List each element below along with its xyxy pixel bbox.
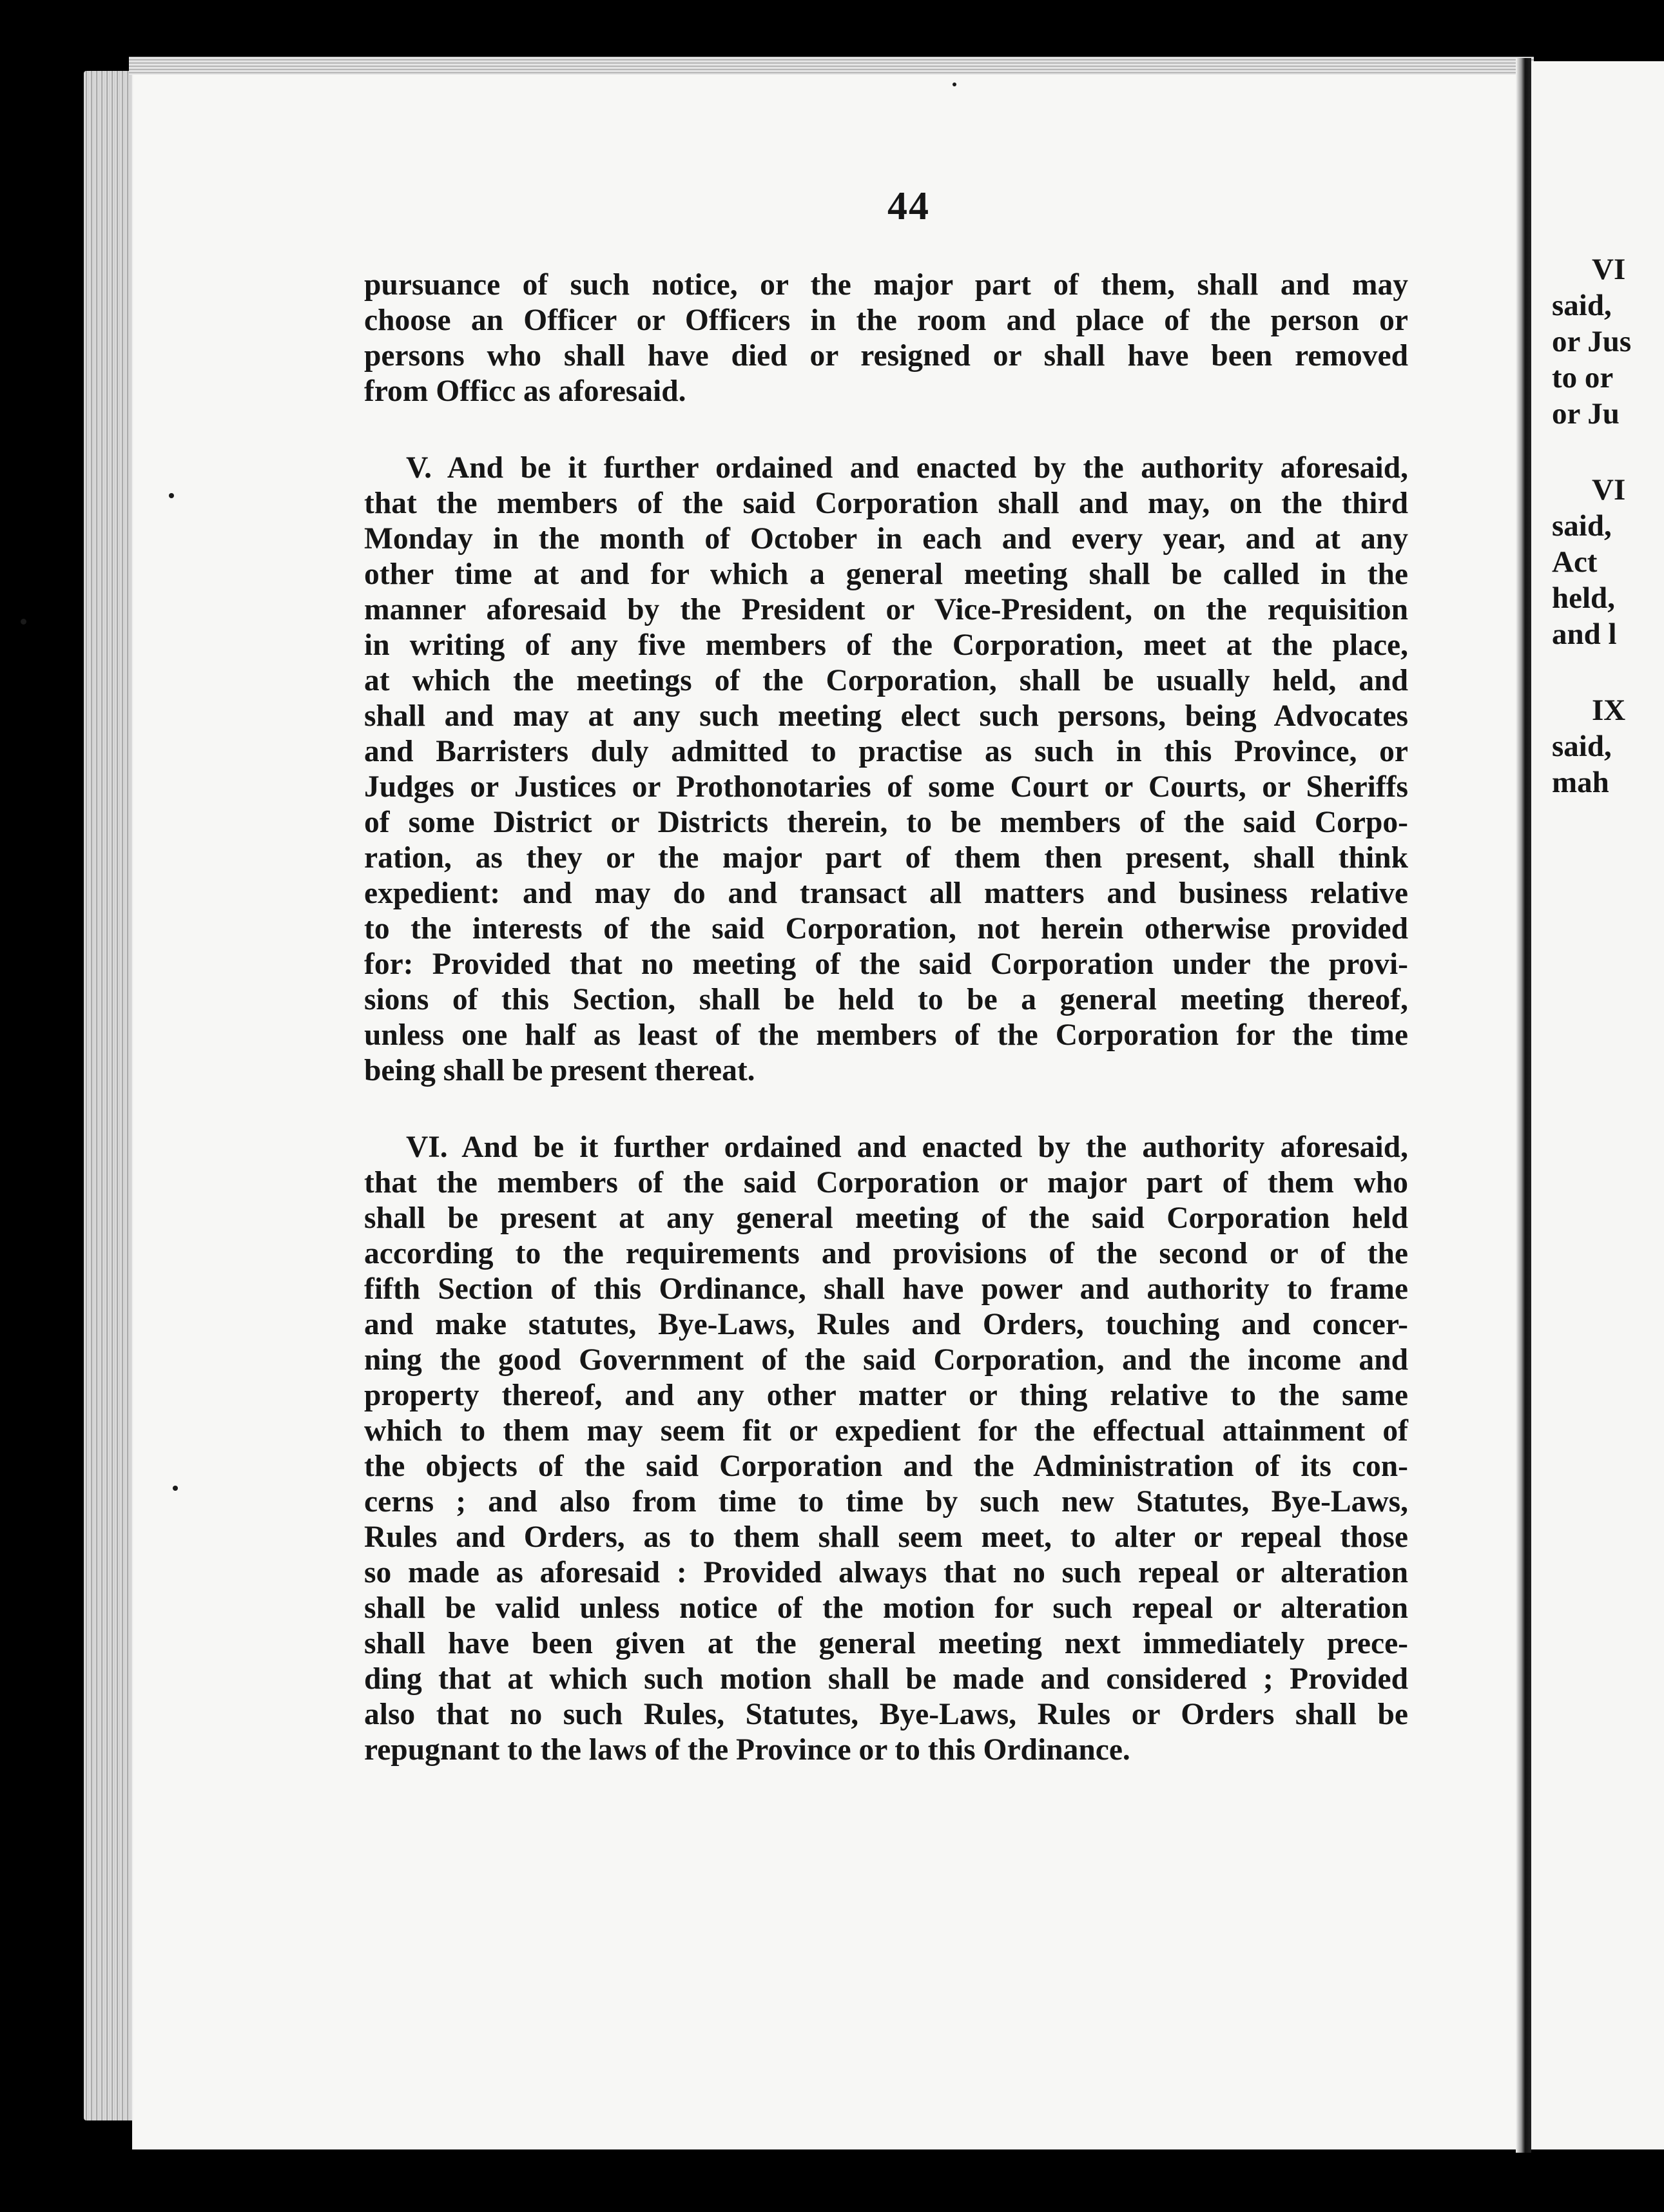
fragment-line: or Ju (1552, 397, 1620, 431)
text-line: ration, as they or the major part of them then present, shall think (364, 841, 1408, 875)
fragment-line: said, (1552, 509, 1612, 543)
speck-mark (21, 619, 26, 625)
fragment-line: mah (1552, 766, 1609, 799)
book-gutter (1516, 58, 1531, 2153)
speck-mark (173, 1486, 178, 1491)
paragraph (364, 1130, 1408, 1768)
facing-page-text-fragments (1552, 251, 1664, 800)
text-line: and make statutes, Bye-Laws, Rules and Orders, touching and concer- (364, 1308, 1408, 1341)
text-line: from Officc as aforesaid. (364, 374, 686, 408)
text-line: VI. And be it further ordained and enacted by the authority aforesaid, (406, 1130, 1408, 1164)
fragment-line: VI (1592, 253, 1626, 286)
text-line: choose an Officer or Officers in the room and place of the person or (364, 304, 1408, 337)
fragment-line: IX (1592, 694, 1626, 727)
text-line: in writing of any five members of the Corporation, meet at the place, (364, 628, 1408, 662)
fragment-line: held, (1552, 581, 1615, 615)
fragment-line: Act (1552, 545, 1598, 579)
fragment-line: said, (1552, 730, 1612, 763)
text-line: shall be present at any general meeting of the said Corporation held (364, 1201, 1408, 1235)
fragment-line: or Jus (1552, 325, 1632, 358)
speck-mark (953, 82, 956, 86)
fragment-gap (1552, 652, 1664, 692)
speck-mark (169, 493, 174, 498)
text-line: so made as aforesaid : Provided always that no such repeal or alteration (364, 1556, 1408, 1589)
text-line: at which the meetings of the Corporation, shall be usually held, and (364, 664, 1408, 697)
text-line: other time at and for which a general meeting shall be called in the (364, 558, 1408, 591)
text-line: and Barristers duly admitted to practise as such in this Province, or (364, 735, 1408, 768)
text-line: persons who shall have died or resigned or shall have been removed (364, 339, 1408, 373)
text-line: which to them may seem fit or expedient for the effectual attainment of (364, 1414, 1408, 1448)
text-line: manner aforesaid by the President or Vice-President, on the requisition (364, 593, 1408, 626)
text-line: ning the good Government of the said Corporation, and the income and (364, 1343, 1408, 1377)
body-text (364, 267, 1408, 1809)
text-line: Judges or Justices or Prothonotaries of some Court or Courts, or Sheriffs (364, 770, 1408, 804)
text-line: property thereof, and any other matter or thing relative to the same (364, 1379, 1408, 1412)
text-line: also that no such Rules, Statutes, Bye-Laws, Rules or Orders shall be (364, 1698, 1408, 1731)
text-line: to the interests of the said Corporation, not herein otherwise provided (364, 912, 1408, 946)
paragraph (364, 451, 1408, 1089)
text-line: Monday in the month of October in each and every year, and at any (364, 522, 1408, 556)
page-number: 44 (887, 184, 930, 228)
text-line: expedient: and may do and transact all matters and business relative (364, 877, 1408, 910)
text-line: fifth Section of this Ordinance, shall have power and authority to frame (364, 1272, 1408, 1306)
text-line: sions of this Section, shall be held to be a general meeting thereof, (364, 983, 1408, 1016)
fragment-line: to or (1552, 361, 1614, 394)
text-line: shall be valid unless notice of the motion for such repeal or alteration (364, 1591, 1408, 1625)
fragment-line: and l (1552, 617, 1617, 651)
text-line: repugnant to the laws of the Province or to this Ordinance. (364, 1733, 1130, 1767)
text-line: shall and may at any such meeting elect such persons, being Advocates (364, 699, 1408, 733)
paragraph (364, 267, 1408, 409)
text-line: ding that at which such motion shall be made and considered ; Provided (364, 1662, 1408, 1696)
text-line: V. And be it further ordained and enacted by the authority aforesaid, (406, 451, 1408, 485)
text-line: for: Provided that no meeting of the said Corporation under the provi- (364, 947, 1408, 981)
fragment-line: VI (1592, 473, 1626, 507)
fragment-gap (1552, 432, 1664, 472)
text-line: pursuance of such notice, or the major part of them, shall and may (364, 268, 1408, 302)
text-line: that the members of the said Corporation shall and may, on the third (364, 487, 1408, 520)
text-line: Rules and Orders, as to them shall seem meet, to alter or repeal those (364, 1520, 1408, 1554)
text-line: unless one half as least of the members of the Corporation for the time (364, 1018, 1408, 1052)
text-line: shall have been given at the general meeting next immediately prece- (364, 1627, 1408, 1660)
text-line: according to the requirements and provisions of the second or of the (364, 1237, 1408, 1270)
text-line: of some District or Districts therein, to be members of the said Corpo- (364, 806, 1408, 839)
text-line: the objects of the said Corporation and the Administration of its con- (364, 1450, 1408, 1483)
text-line: cerns ; and also from time to time by such new Statutes, Bye-Laws, (364, 1485, 1408, 1518)
fragment-line: said, (1552, 289, 1612, 322)
page-top-edge (129, 57, 1534, 75)
text-line: that the members of the said Corporation or major part of them who (364, 1166, 1408, 1199)
text-line: being shall be present thereat. (364, 1054, 755, 1087)
